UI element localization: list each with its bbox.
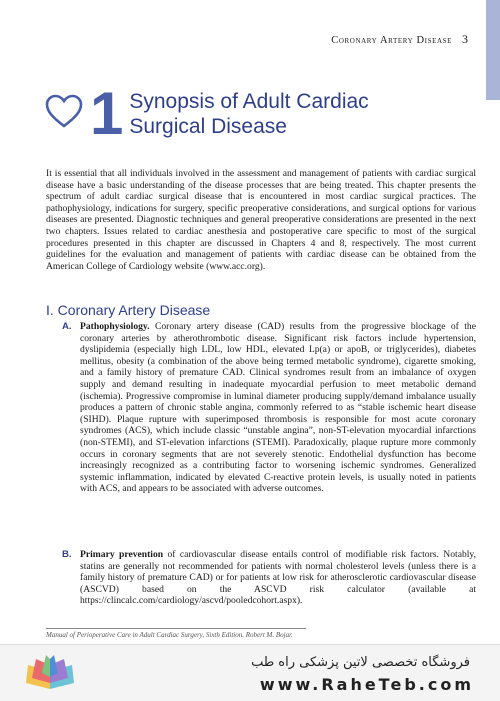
list-item-text: of cardiovascular disease entails control of modifiable risk factors. Notably, statins are generally not recommended for patients with normal cholesterol levels (unless there is a family history of premature CAD) or for patients at low risk for atherosclerotic cardiovascular disease (ASCVD) based on the ASCVD risk calculator (available at https://clincalc.com/cardiology/ascvd/pooledcohort.aspx). [80,549,476,607]
chapter-title-line-1: Synopsis of Adult Cardiac [129,90,369,113]
section-heading: I. Coronary Artery Disease [46,302,211,318]
chapter-side-tab [486,0,500,100]
list-item-letter: B. [62,549,72,560]
watermark-banner [0,644,500,701]
running-head [0,32,468,47]
book-logo-icon [22,653,78,695]
chapter-number: 1 [90,80,124,147]
list-item-lead: Primary prevention [80,549,164,560]
intro-paragraph: It is essential that all individuals involved in the assessment and management of patients with cardiac surgical disease have a basic understanding of the disease processes that are being treated. This chapter presents the spectrum of adult cardiac surgical disease that is encountered in most cardiac surgical practices. The pathophysiology, indications for surgery, specific preoperative considerations, and surgical options for various diseases are presented. Diagnostic techniques and general preoperative considerations are presented in the next two chapters. Issues related to cardiac anesthesia and postoperative care specific to most of the surgical procedures presented in this chapter are discussed in Chapters 4 and 8, respectively. The most current guidelines for the evaluation and management of patients with cardiac disease can be obtained from the American College of Cardiology website (www.acc.org). [46,168,476,272]
running-head-title: Coronary Artery Disease [331,35,452,46]
footnote-citation: Manual of Perioperative Care in Adult Cardiac Surgery, Sixth Edition. Robert M. Bojar. [46,631,293,639]
watermark-url: www.RaheTeb.com [259,675,474,694]
chapter-heading [44,80,369,147]
list-item-letter: A. [62,321,72,332]
list-item-text: Coronary artery disease (CAD) results from the progressive blockage of the coronary arteries by atherothrombotic disease. Significant risk factors include hypertension, dyslipidemia (especially high LDL, low HDL, elevated Lp(a) or apoB, or triglycerides), diabetes mellitus, obesity (a combination of the above being termed metabolic syndrome), cigarette smoking, and a family history of premature CAD. Clinical syndromes result from an imbalance of oxygen supply and demand resulting in inadequate myocardial perfusion to meet metabolic demand (ischemia). Progressive compromise in luminal diameter producing supply/demand imbalance usually produces a pattern of chronic stable angina, commonly referred to as “stable ischemic heart disease (SIHD). Plaque rupture with superimposed thrombosis is responsible for most acute coronary syndromes (ACS), which include classic “unstable angina”, non-ST-elevation myocardial infarctions (non-STEMI), and ST-elevation infarctions (STEMI). Paradoxically, plaque rupture more commonly occurs in coronary segments that are not severely stenotic. Endothelial dysfunction has become increasingly recognized as a contributing factor to worsening ischemic syndromes. Generalized systemic inflammation, indicated by elevated C-reactive protein levels, is usually noted in patients with ACS, and appears to be associated with adverse outcomes. [80,321,476,495]
heart-icon [44,92,84,132]
watermark-persian-text: فروشگاه تخصصی لاتین پزشکی راه طب [251,655,470,670]
page-number: 3 [462,32,468,46]
chapter-title [129,88,368,138]
list-item-pathophysiology [62,321,476,495]
chapter-title-line-2: Surgical Disease [129,115,287,138]
footnote-rule [46,628,306,629]
list-item-lead: Pathophysiology. [80,321,150,332]
list-item-primary-prevention [62,549,476,607]
